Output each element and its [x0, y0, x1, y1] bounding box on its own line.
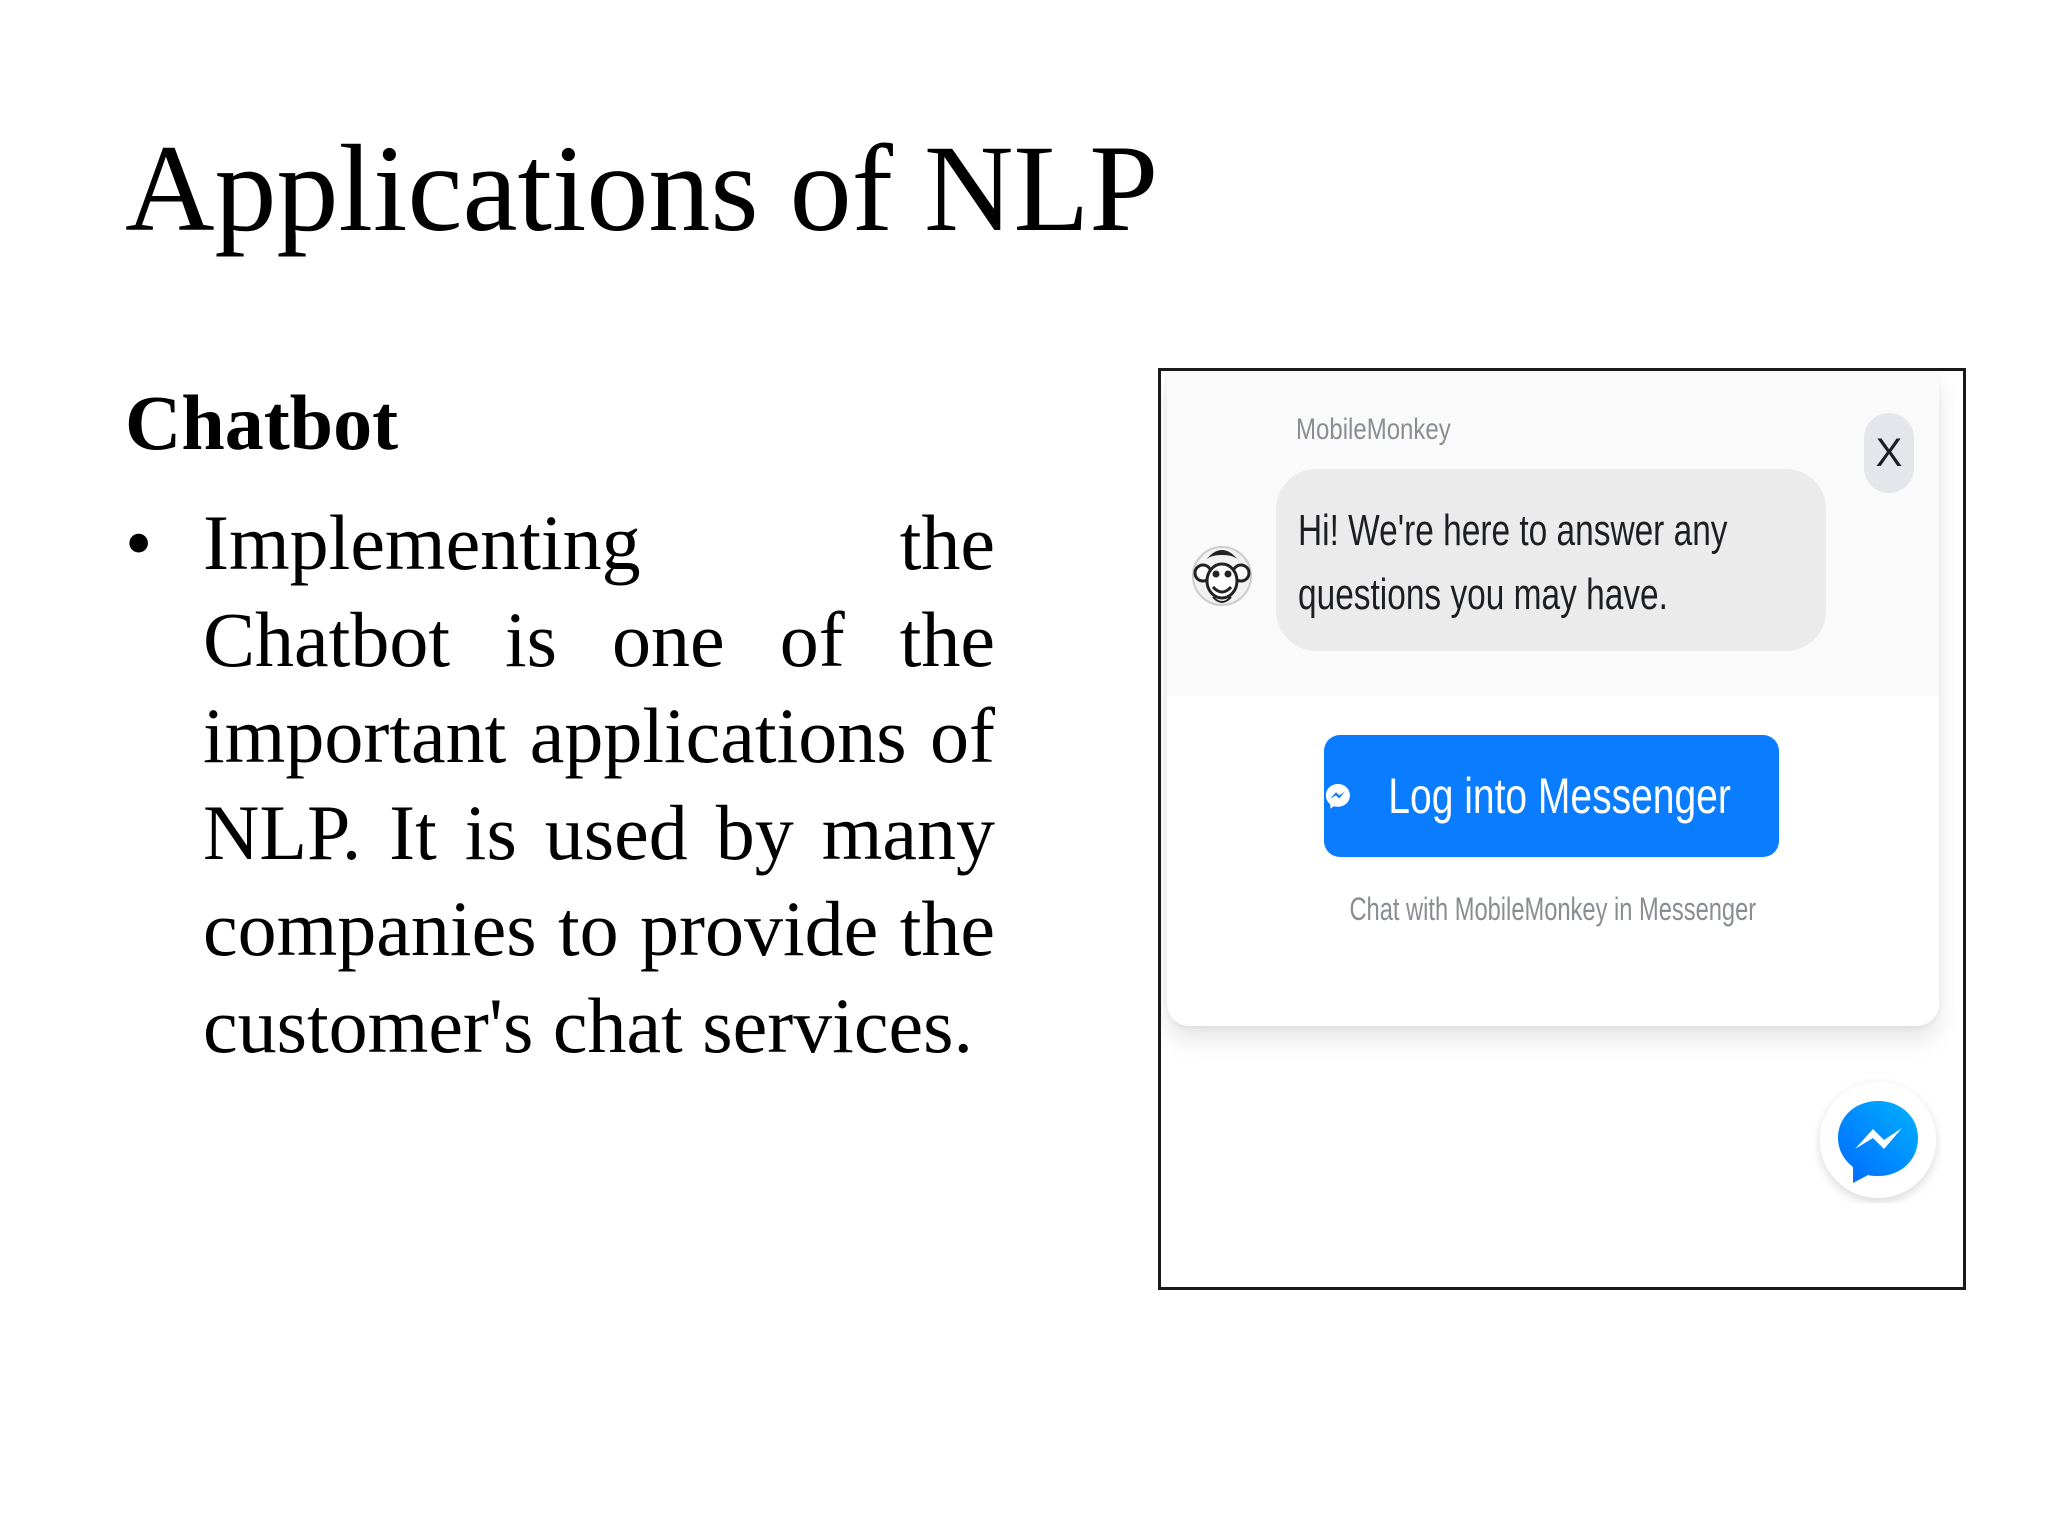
monkey-avatar-icon	[1191, 531, 1253, 621]
chat-message-bubble	[1276, 469, 1826, 651]
slide-title: Applications of NLP	[125, 120, 1159, 257]
message-line-1: Hi! We're here to answer any	[1298, 506, 1728, 555]
bullet-item	[125, 495, 995, 1074]
chat-card	[1167, 371, 1939, 1026]
login-subtext	[1167, 891, 1939, 928]
log-into-messenger-button[interactable]	[1324, 735, 1779, 857]
section-heading: Chatbot	[125, 379, 399, 466]
messenger-fab-button[interactable]	[1815, 1077, 1941, 1203]
login-button-label: Log into Messenger	[1388, 768, 1731, 824]
close-icon: X	[1875, 430, 1903, 475]
close-button[interactable]	[1864, 413, 1914, 493]
bullet-mark: •	[125, 499, 153, 586]
message-line-2: questions you may have.	[1298, 570, 1668, 619]
bot-name: MobileMonkey	[1296, 413, 1451, 446]
bullet-list	[125, 495, 995, 1074]
chatbot-screenshot	[1158, 368, 1966, 1290]
messenger-icon	[1324, 774, 1352, 818]
bullet-text: Implementing the Chatbot is one of the important applications of NLP. It is used by many companies to provide the customer's chat services.	[203, 499, 995, 1069]
login-subtext-label: Chat with MobileMonkey in Messenger	[1349, 891, 1757, 927]
